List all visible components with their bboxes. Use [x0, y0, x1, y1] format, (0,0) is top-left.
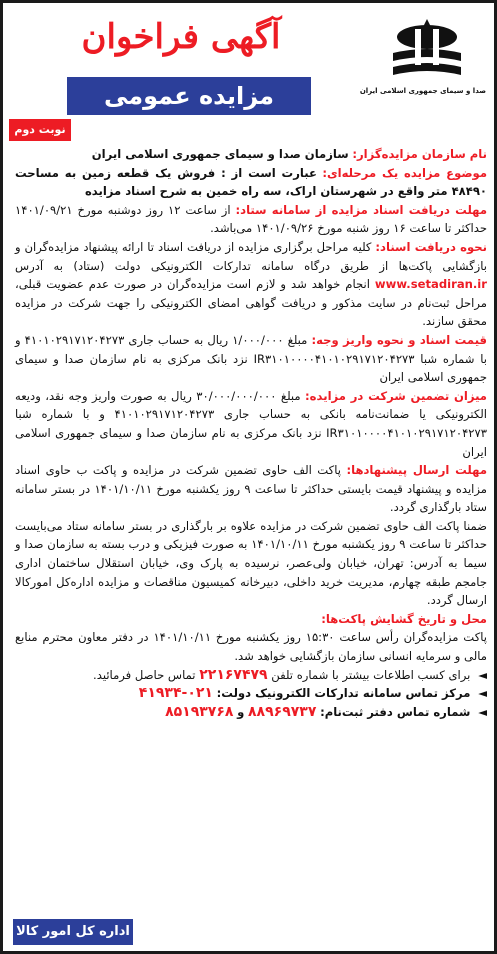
receive-label: نحوه دریافت اسناد:	[375, 239, 488, 254]
info-paragraph	[15, 666, 487, 685]
note-paragraph	[15, 517, 487, 610]
irib-logo-icon	[387, 15, 467, 85]
submit-label: مهلت ارسال پیشنهادها:	[346, 463, 488, 478]
receive-value-1: کلیه مراحل برگزاری مزایده از دریافت اسناد تا ارائه پیشنهاد مزایده‌گران و بازگشایی پاکت‌ها از طریق درگاه سامانه تدارکات الکترونیکی دولت (ستاد) به آدرس	[15, 239, 487, 273]
round-badge: نوبت دوم	[9, 119, 71, 141]
price-paragraph	[15, 331, 487, 387]
info-text: برای کسب اطلاعات بیشتر با شماره تلفن	[271, 667, 471, 682]
info-phone: ۲۲۱۶۷۴۷۹	[199, 666, 268, 683]
guarantee-paragraph	[15, 387, 487, 461]
bullet-icon: ◄	[478, 667, 487, 682]
deadline-label: مهلت دریافت اسناد مزایده از سامانه ستاد:	[235, 202, 488, 217]
receive-value-2: انجام خواهد شد و لازم است مزایده‌گران در صورت عدم عضویت قبلی، مراحل ثبت‌نام در سایت مذکور و دریافت گواهی امضای الکترونیکی را جهت شرکت در مزایده محقق سازند.	[15, 277, 487, 329]
subject-value: عبارت است از : فروش یک قطعه زمین به مساحت ۴۸۴۹۰ متر واقع در شهرستان اراک، سه راه خمین به شرح اسناد مزایده	[15, 165, 487, 199]
setad-phone: ۰۲۱-۴۱۹۳۴	[138, 685, 213, 702]
org-caption: صدا و سیمای جمهوری اسلامی ایران	[359, 87, 486, 95]
opening-paragraph	[15, 610, 487, 666]
opening-label: محل و تاریخ گشایش پاکت‌ها:	[321, 611, 487, 626]
submit-paragraph	[15, 461, 487, 517]
submit-value: پاکت الف حاوی تضمین شرکت در مزایده و پاکت ب حاوی اسناد مزایده و پیشنهاد قیمت بایستی حداکثر تا ساعت ۹ روز یکشنبه مورخ ۱۴۰۱/۱۰/۱۱ در بستر سامانه ستاد بارگذاری گردد.	[15, 463, 487, 515]
price-value: مبلغ ۱/۰۰۰/۰۰۰ ریال به حساب جاری ۴۱۰۱۰۲۹۱۷۱۲۰۴۲۷۳ و با شماره شبا IR۳۱۰۱۰۰۰۰۴۱۰۱۰۲۹۱۷۱۲۰۴۲۷۳ نزد بانک مرکزی به نام سازمان صدا و سیمای جمهوری اسلامی ایران	[15, 332, 487, 385]
ad-header	[11, 9, 492, 113]
guarantee-value: مبلغ ۳۰/۰۰۰/۰۰۰/۰۰۰ ریال به صورت واریز وجه نقد، ودیعه الکترونیکی یا ضمانت‌نامه بانکی به حساب جاری ۴۱۰۱۰۲۹۱۷۱۲۰۴۲۷۳ و با شماره شبا IR۳۱۰۱۰۰۰۰۴۱۰۱۰۲۹۱۷۱۲۰۴۲۷۳ نزد بانک مرکزی به نام سازمان صدا و سیمای جمهوری اسلامی ایران	[15, 388, 488, 459]
setad-url-link[interactable]: www.setadiran.ir	[374, 277, 487, 292]
registry-phone-1: ۸۸۹۶۹۷۳۷	[248, 703, 317, 720]
opening-value: پاکت مزایده‌گران رأس ساعت ۱۵:۳۰ روز یکشنبه مورخ ۱۴۰۱/۱۰/۱۱ در دفتر معاون محترم منابع مالی و سرمایه انسانی سازمان بازگشایی خواهد شد.	[15, 630, 487, 664]
footer-department: اداره کل امور کالا	[13, 919, 133, 945]
org-paragraph	[15, 145, 487, 164]
ad-title: آگهی فراخوان	[81, 17, 281, 57]
registry-phone-2: ۸۵۱۹۳۷۶۸	[165, 703, 234, 720]
irib-logo	[359, 15, 486, 111]
org-label: نام سازمان مزایده‌گزار:	[352, 147, 487, 161]
receive-paragraph	[15, 238, 487, 331]
bullet-icon: ◄	[478, 686, 487, 701]
ad-body	[15, 145, 487, 721]
org-value: سازمان صدا و سیمای جمهوری اسلامی ایران	[91, 147, 349, 161]
ad-subtitle-banner: مزایده عمومی	[67, 77, 311, 115]
registry-paragraph	[15, 703, 487, 722]
subject-label: موضوع مزایده یک مرحله‌ای:	[322, 165, 487, 180]
guarantee-label: میزان تضمین شرکت در مزایده:	[305, 388, 487, 403]
deadline-paragraph	[15, 201, 487, 238]
registry-label: شماره تماس دفتر ثبت‌نام:	[320, 704, 471, 719]
setad-label: مرکز تماس سامانه تدارکات الکترونیک دولت:	[216, 686, 471, 701]
price-label: قیمت اسناد و نحوه واریز وجه:	[311, 332, 488, 347]
setad-paragraph	[15, 684, 487, 703]
registry-and: و	[237, 704, 245, 719]
subject-paragraph	[15, 164, 487, 201]
bullet-icon: ◄	[478, 704, 487, 719]
deadline-value: از ساعت ۱۲ روز دوشنبه مورخ ۱۴۰۱/۰۹/۲۱ حداکثر تا ساعت ۱۶ روز شنبه مورخ ۱۴۰۱/۰۹/۲۶ می‌باشد.	[15, 202, 487, 236]
note-value: ضمنا پاکت الف حاوی تضمین شرکت در مزایده علاوه بر بارگذاری در بستر سامانه ستاد می‌بایست حداکثر تا ساعت ۹ روز یکشنبه مورخ ۱۴۰۱/۱۰/۱۱ به صورت فیزیکی و درب بسته به سازمان صدا و سیما به آدرس: تهران، خیابان ولی‌عصر، نرسیده به پارک وی، خیابان استقلال ساختمان اداری جامجم طبقه چهارم، مدیریت خرید داخلی، دبیرخانه کمیسیون مناقصات و مزایده اداره‌کل امورکالا ارسال گردد.	[15, 518, 487, 608]
info-tail: تماس حاصل فرمائید.	[93, 667, 196, 682]
